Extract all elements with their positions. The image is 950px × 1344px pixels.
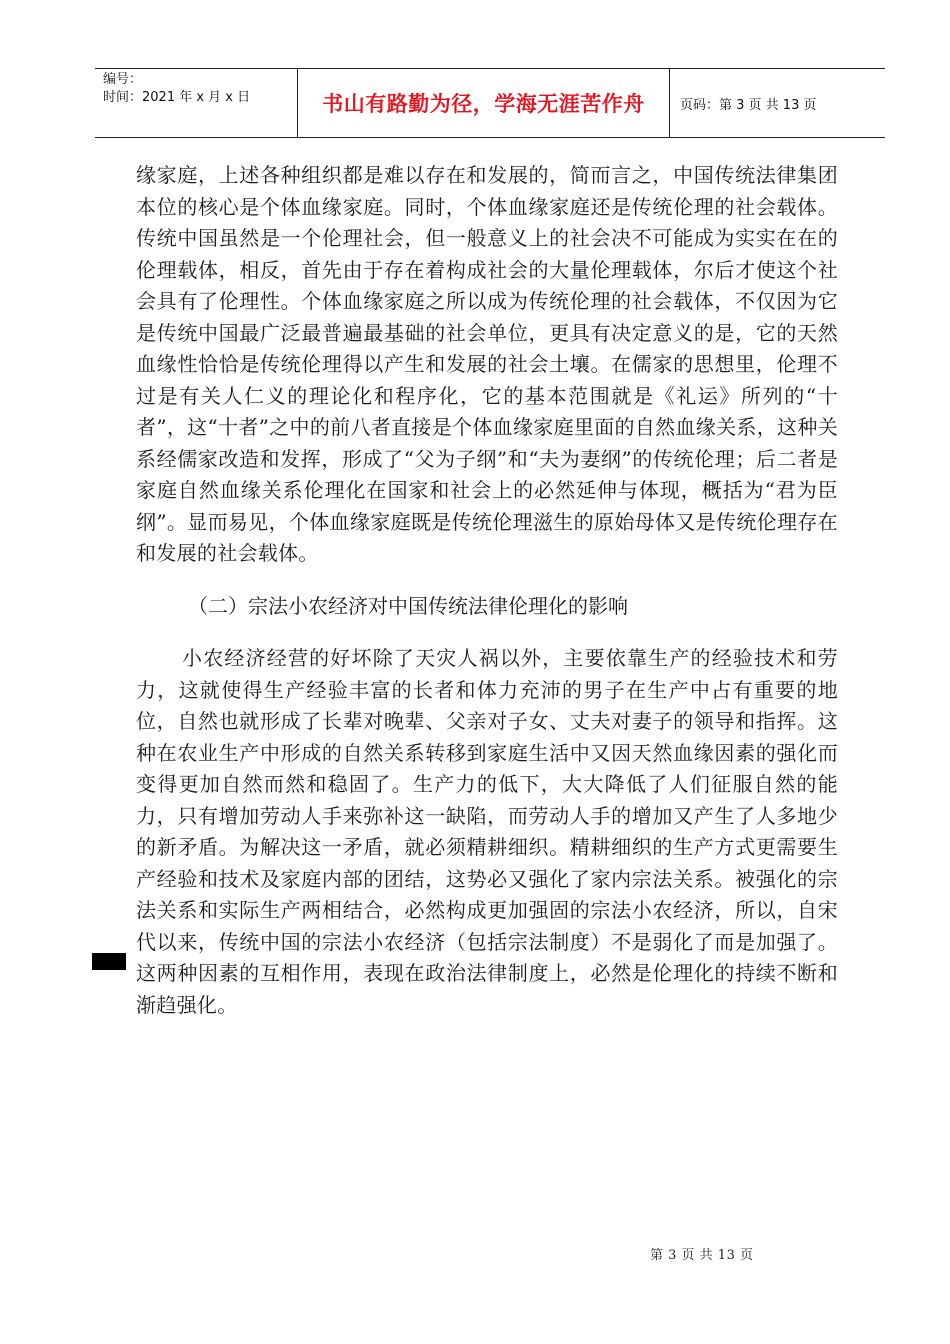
header-motto: 书山有路勤为径，学海无涯苦作舟 bbox=[297, 69, 670, 137]
black-marker-block bbox=[92, 953, 126, 970]
body-paragraph-1: 缘家庭，上述各种组织都是难以存在和发展的，简而言之，中国传统法律集团本位的核心是个体血缘家庭。同时，个体血缘家庭还是传统伦理的社会载体。传统中国虽然是一个伦理社会，但一般意义上的社会决不可能成为实实在在的伦理载体，相反，首先由于存在着构成社会的大量伦理载体，尔后才使这个社会具有了伦理性。个体血缘家庭之所以成为传统伦理的社会载体，不仅因为它是传统中国最广泛最普遍最基础的社会单位，更具有决定意义的是，它的天然血缘性恰恰是传统伦理得以产生和发展的社会土壤。在儒家的思想里，伦理不过是有关人仁义的理论化和程序化，它的基本范围就是《礼运》所列的“十者”，这“十者”之中的前八者直接是个体血缘家庭里面的自然血缘关系，这种关系经儒家改造和发挥，形成了“父为子纲”和“夫为妻纲”的传统伦理；后二者是家庭自然血缘关系伦理化在国家和社会上的必然延伸与体现，概括为“君为臣纲”。显而易见，个体血缘家庭既是传统伦理滋生的原始母体又是传统伦理存在和发展的社会载体。 bbox=[136, 163, 838, 565]
serial-number-label: 编号： bbox=[103, 72, 143, 87]
header-page-info: 页码：第 3 页 共 13 页 bbox=[680, 97, 817, 113]
body-paragraph-2: 小农经济经营的好坏除了天灾人祸以外，主要依靠生产的经验技术和劳力，这就使得生产经验丰富的长者和体力充沛的男子在生产中占有重要的地位，自然也就形成了长辈对晚辈、父亲对子女、丈夫对妻子的领导和指挥。这种在农业生产中形成的自然关系转移到家庭生活中又因天然血缘因素的强化而变得更加自然而然和稳固了。生产力的低下，大大降低了人们征服自然的能力，只有增加劳动人手来弥补这一缺陷，而劳动人手的增加又产生了人多地少的新矛盾。为解决这一矛盾，就必须精耕细织。精耕细织的生产方式更需要生产经验和技术及家庭内部的团结，这势必又强化了家内宗法关系。被强化的宗法关系和实际生产两相结合，必然构成更加强固的宗法小农经济，所以，自宋代以来，传统中国的宗法小农经济（包括宗法制度）不是弱化了而是加强了。这两种因素的互相作用，表现在政治法律制度上，必然是伦理化的持续不断和渐趋强化。 bbox=[136, 646, 838, 1017]
document-body bbox=[136, 160, 838, 1021]
page-header bbox=[95, 68, 885, 138]
date-label: 时间：2021 年 x 月 x 日 bbox=[103, 90, 251, 105]
section-heading: （二）宗法小农经济对中国传统法律伦理化的影响 bbox=[188, 593, 628, 618]
page-footer: 第 3 页 共 13 页 bbox=[650, 1248, 754, 1263]
header-meta-cell bbox=[95, 69, 297, 137]
